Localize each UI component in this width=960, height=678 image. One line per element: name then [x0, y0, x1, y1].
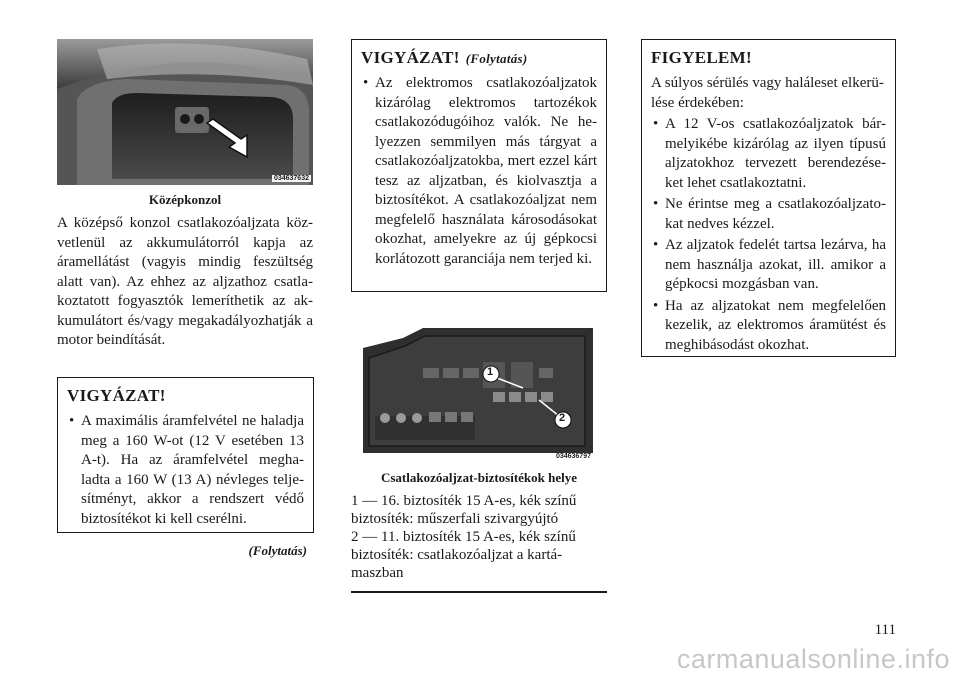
fuse-list [351, 492, 607, 582]
warning-continued-subtitle: (Folytatás) [465, 51, 528, 66]
center-console-illustration [57, 39, 313, 185]
notice-box [641, 39, 896, 357]
fuse-2-description: biztosíték: csatlakozóaljzat a kartá- [351, 547, 563, 563]
notice-list [651, 115, 886, 355]
warning-continued-item: • Az elektromos csatlakozóaljzatok kizárólag elektromos tartozékok csatlakozódugóihoz valók. Ne he-lyezzen semmilyen más tárgyat a csatlakozóaljzatokba, mert ezzel kárt tesz az aljzatban, és kiolvasztja a biztosítékot. A csatlakozóaljzat nem megfelelő használata károsodásokat okozhat, amelyekre az új gépkocsi korlátozott garanciája nem terjed ki. [361, 74, 597, 269]
notice-title: FIGYELEM! [651, 48, 752, 67]
fuse-1-description: biztosíték: műszerfali szivargyújtó [351, 511, 559, 527]
fuse-figure-caption: Csatlakozóaljzat-biztosítékok helye [380, 470, 578, 485]
notice-intro: A súlyos sérülés vagy haláleset elkerü-lése érdekében: [651, 75, 884, 111]
fuse-panel-illustration [363, 328, 593, 460]
warning-continued-title [361, 48, 597, 68]
warning-continued-list [361, 74, 597, 269]
callout-2: 2 [559, 412, 566, 424]
fuse-2-description-cont: maszban [351, 565, 404, 581]
fuse-2-line: 2 — 11. biztosíték 15 A-es, kék színű [351, 529, 576, 545]
warning-continued-box [351, 39, 607, 292]
fuse-panel-photo [363, 328, 593, 460]
warning-title: VIGYÁZAT! [67, 386, 166, 405]
fuse-1-line: 1 — 16. biztosíték 15 A-es, kék színű [351, 493, 577, 509]
warning-title-text: VIGYÁZAT! [361, 48, 460, 67]
fuse-figure-code: 034636797 [555, 453, 591, 460]
notice-item: • Az aljzatok fedelét tartsa lezárva, ha nem használja azokat, ill. amikor a gépkocsi mozgásban van. [651, 236, 886, 295]
watermark-text: carmanualsonline.info [676, 644, 950, 674]
figure-code: 034637632 [273, 175, 309, 182]
section-divider [351, 591, 607, 593]
center-console-photo [57, 39, 313, 185]
warning-box [57, 377, 314, 533]
notice-item: • Ha az aljzatokat nem megfelelően kezelik, az elektromos áramütést és meghibásodást okozhat. [651, 297, 886, 356]
continued-label: (Folytatás) [248, 543, 307, 558]
warning-item: • A maximális áramfelvétel ne haladja meg a 160 W-ot (12 V esetében 13 A-t). Ha az áramfelvétel megha-ladta a 160 W (13 A) névleges telje-sítményt, akkor a rendszert védő biztosítékot ki kell cserélni. [67, 412, 304, 529]
warning-list [67, 412, 304, 529]
page-number: 111 [874, 622, 896, 638]
power-outlet-paragraph: A középső konzol csatlakozóaljzata köz-vetlenül az akkumulátorról kapja az áramellátást (vagyis mindig feszültség alatt van). Az ehhez az aljzathoz csatla-koztatott fogyasztók lemeríthetik az ak-kumulátort és/vagy megakadályozhatják a motor beindítását. [57, 215, 313, 348]
figure-caption: Középkonzol [148, 192, 222, 207]
notice-item: • Ne érintse meg a csatlakozóaljzato-kat nedves kézzel. [651, 195, 886, 234]
callout-1: 1 [487, 366, 494, 378]
notice-item: • A 12 V-os csatlakozóaljzatok bár-melyikébe kizárólag az ilyen típusú aljzatokhoz tervezett berendezése-ket lehet csatlakoztatni. [651, 115, 886, 193]
